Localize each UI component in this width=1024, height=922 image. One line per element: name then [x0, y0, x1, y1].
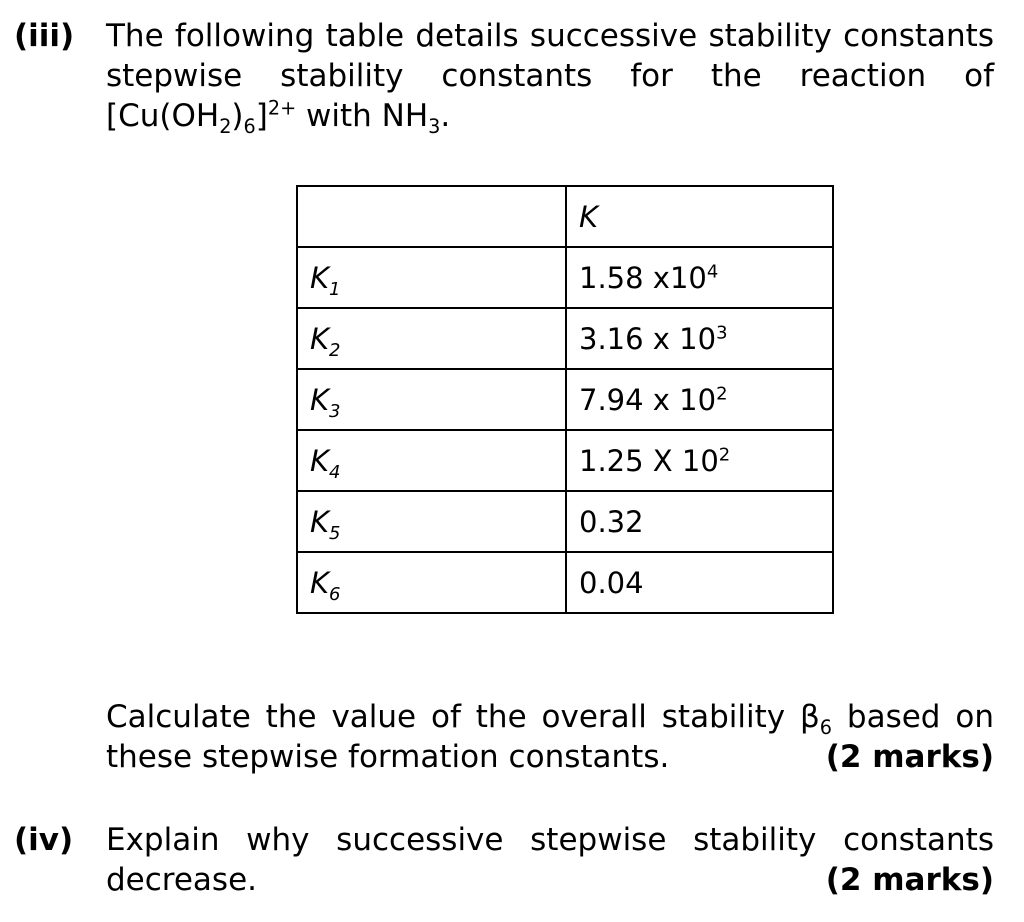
question-iii-text	[106, 16, 994, 139]
constant-value-cell: 0.32	[566, 491, 833, 552]
constant-value-cell: 1.58 $x10^4$	[566, 247, 833, 308]
table-row	[297, 491, 833, 552]
question-iii-label: (iii)	[14, 18, 75, 54]
constant-value-cell: 1.25 X $10^2$	[566, 430, 833, 491]
calculation-line-1: Calculate the value of the overall stability $\beta_6$ based on	[106, 699, 994, 740]
constant-name-cell: $K_4$	[297, 430, 566, 491]
table-header-cell-empty	[297, 186, 566, 247]
constant-value-cell: 3.16 x $10^3$	[566, 308, 833, 369]
constant-value-cell: 0.04	[566, 552, 833, 613]
question-iv-line-2: decrease. (2 marks)	[106, 862, 994, 898]
table-row	[297, 430, 833, 491]
constant-name-cell: $K_1$	[297, 247, 566, 308]
calculation-line-2: these stepwise formation constants. (2 marks)	[106, 739, 994, 775]
question-iv-label: (iv)	[14, 822, 74, 858]
table-row	[297, 247, 833, 308]
calculation-prompt	[106, 697, 994, 777]
question-iv-marks: (2 marks)	[825, 862, 994, 898]
question-iii-line-2: stepwise stability constants for the reaction of	[106, 58, 994, 94]
constant-name-cell: $K_5$	[297, 491, 566, 552]
constant-name-cell: $K_3$	[297, 369, 566, 430]
question-iii-line-1: The following table details successive stability constants	[106, 18, 994, 54]
table-row	[297, 552, 833, 613]
calculation-marks: (2 marks)	[825, 739, 994, 775]
table-row	[297, 308, 833, 369]
stability-constants-table	[296, 185, 834, 614]
question-iii-line-3: $[Cu(OH_2)_6]^{2+}$ with $NH_3$.	[106, 96, 451, 139]
question-iv-text	[106, 820, 994, 900]
question-iv-line-1: Explain why successive stepwise stability constants	[106, 822, 994, 858]
constant-name-cell: $K_2$	[297, 308, 566, 369]
beta-symbol: β	[800, 699, 820, 735]
table-header-cell-k: K	[566, 186, 833, 247]
table-row	[297, 369, 833, 430]
constant-value-cell: 7.94 x $10^2$	[566, 369, 833, 430]
table-header-row	[297, 186, 833, 247]
constant-name-cell: $K_6$	[297, 552, 566, 613]
complex-formula: $[Cu(OH_2)_6]^{2+}$	[106, 96, 297, 139]
